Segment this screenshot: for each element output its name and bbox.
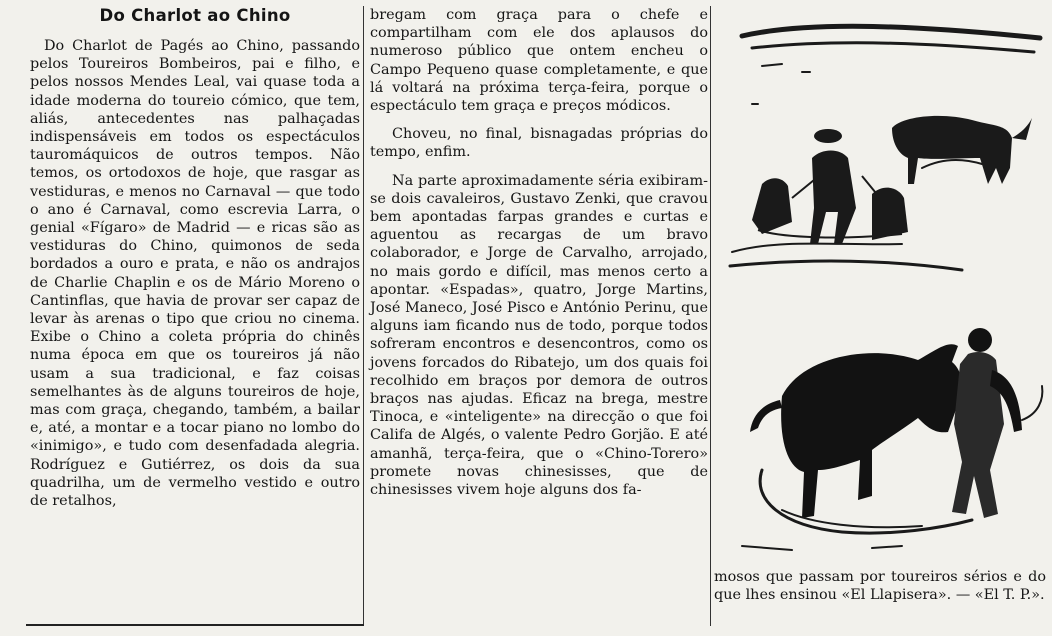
column-2: [370, 6, 708, 509]
paragraph: Na parte aproximadamente séria exibiram-se dois cavaleiros, Gustavo Zenki, que cravou bem apontadas farpas grandes e curtas e aguentou as recargas de um bravo colaborador, e Jorge de Carvalho, arrojado, no mais gordo e difícil, mas menos certo a apontar. «Espadas», quatro, Jorge Martins, José Maneco, José Pisco e António Perinu, que alguns iam ficando nus de todo, porque todos sofreram encontros e desencontros, como os jovens forcados do Ribatejo, um dos quais foi recolhido em braços por demora de outros braços nas ajudas. Eficaz na brega, mestre Tinoca, e «inteligente» na direcção o que foi Califa de Algés, o valente Pedro Gorjão. E até amanhã, terça-feira, que o «Chino-Torero» promete novas chinesisses, que de chinesisses vivem hoje alguns dos fa-: [370, 172, 708, 499]
column-divider: [710, 6, 711, 626]
paragraph: bregam com graça para o chefe e compartilham com ele dos aplausos do numeroso público que ontem encheu o Campo Pequeno quase completamente, e que lá voltará na próxima terça-feira, porque o espectáculo tem graça e preços módicos.: [370, 7, 708, 115]
paragraph: mosos que passam por toureiros sérios e do que lhes ensinou «El Llapisera». — «El T. P.».: [714, 569, 1046, 604]
article-title: Do Charlot ao Chino: [99, 6, 291, 25]
paragraph: Do Charlot de Pagés ao Chino, passando pelos Toureiros Bombeiros, pai e filho, e pelos nossos Mendes Leal, vai quase toda a idade moderna do toureio cómico, que tem, aliás, antecedentes nas palhaçadas indispensáveis em todos os espectáculos tauromáquicos de outros tempos. Não temos, os ortodoxos de hoje, que rasgar as vestiduras, e menos no Carnaval — que todo o ano é Carnaval, como escrevia Larra, o genial «Fígaro» de Madrid — e ricas são as vestiduras do Chino, quimonos de seda bordados a ouro e prata, e não os andrajos de Charlie Chaplin e os de Mário Moreno o Cantinflas, que havia de provar ser capaz de levar às arenas o tipo que criou no cinema. Exibe o Chino a coleta própria do chinês numa época em que os toureiros já não usam a sua tradicional, e faz coisas semelhantes às de alguns toureiros de hoje, mas com graça, chegando, também, a bailar e, até, a montar e a tocar piano no lombo do «inimigo», e tudo com desenfadada alegria. Rodríguez e Gutiérrez, os dois da sua quadrilha, um de vermelho vestido e outro de retalhos,: [30, 38, 360, 510]
column-divider: [363, 6, 364, 626]
paragraph: Choveu, no final, bisnagadas próprias do tempo, enfim.: [370, 126, 708, 161]
column-1: [30, 6, 360, 520]
bullfight-sketch-top: [722, 8, 1048, 280]
bullfight-sketch-bottom: [722, 300, 1048, 564]
bottom-rule: [26, 624, 364, 626]
column-3-continuation: [714, 568, 1046, 614]
